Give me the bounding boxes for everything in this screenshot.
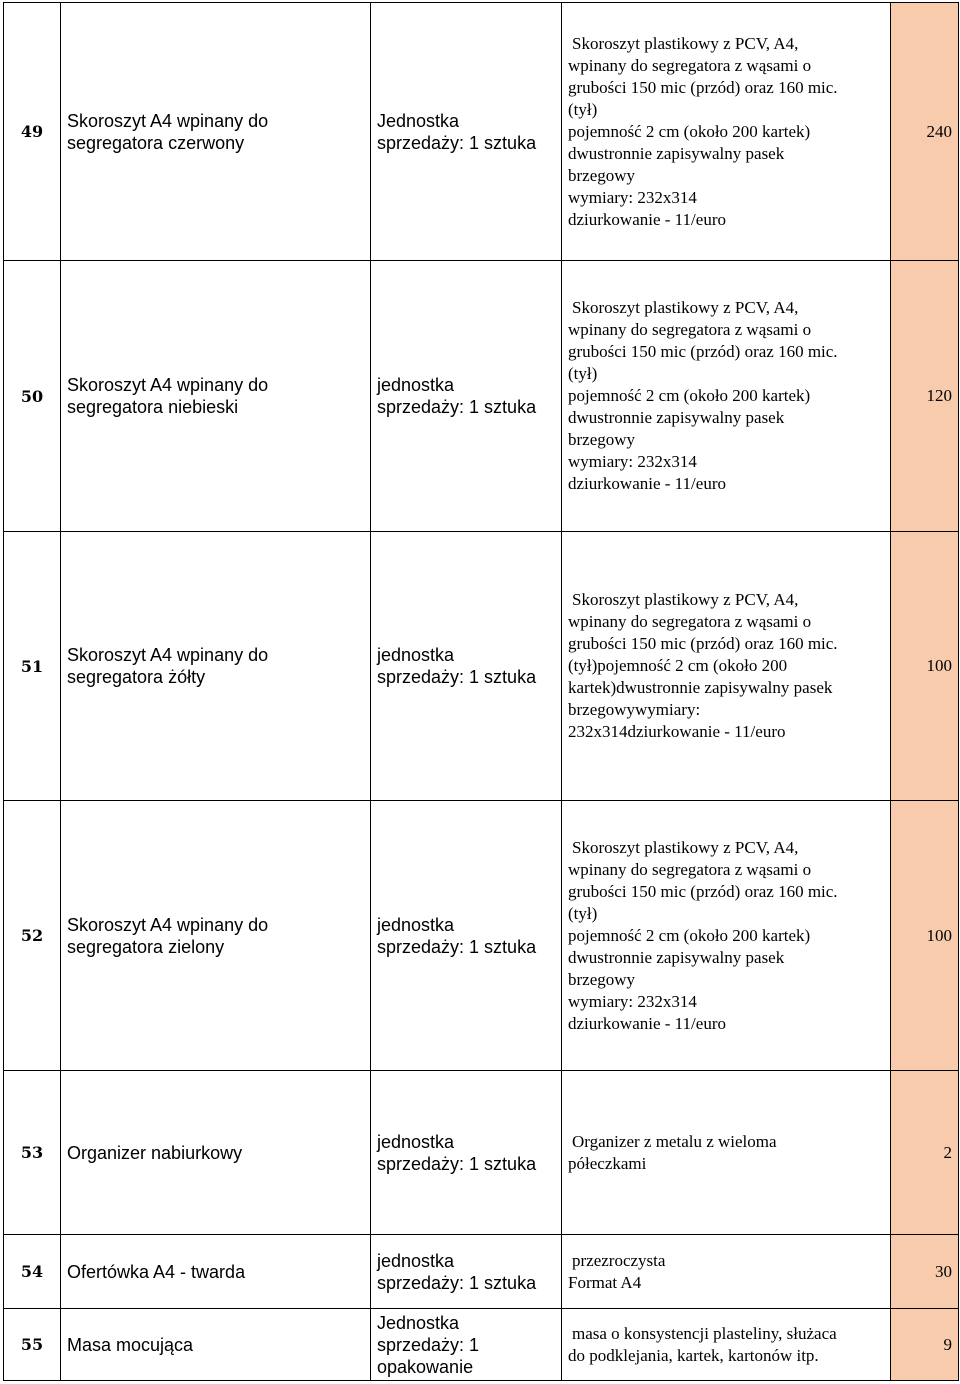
item-quantity: 9 <box>891 1309 959 1381</box>
item-description-line: pojemność 2 cm (około 200 kartek) <box>568 121 811 141</box>
item-description-line: wymiary: 232x314 <box>568 452 697 471</box>
item-number: 52 <box>4 801 61 1071</box>
item-name-line: segregatora niebieski <box>67 397 239 417</box>
item-description-line: masa o konsystencji plasteliny, służaca <box>572 1323 837 1343</box>
item-number: 54 <box>4 1235 61 1309</box>
item-description <box>562 532 891 801</box>
item-sales-unit-line: sprzedaży: 1 sztuka <box>377 936 537 957</box>
table-row <box>4 1309 959 1381</box>
item-sales-unit-line: opakowanie <box>377 1356 474 1377</box>
item-description-line: grubości 150 mic (przód) oraz 160 mic. <box>568 634 838 653</box>
item-name <box>61 1309 371 1381</box>
item-sales-unit <box>371 1235 562 1309</box>
products-table <box>3 2 959 1381</box>
item-description-line: dziurkowanie - 11/euro <box>568 474 726 493</box>
item-sales-unit-line: Jednostka <box>377 110 460 131</box>
item-description <box>562 1235 891 1309</box>
item-name <box>61 3 371 261</box>
item-description-line: pojemność 2 cm (około 200 kartek) <box>568 925 811 945</box>
item-description <box>562 1309 891 1381</box>
item-description-line: wpinany do segregatora z wąsami o <box>568 612 812 631</box>
item-description-line: brzegowy <box>568 165 636 185</box>
item-sales-unit-line: sprzedaży: 1 sztuka <box>377 397 537 417</box>
item-name-line: segregatora żółty <box>67 667 206 687</box>
item-name-line: Ofertówka A4 - twarda <box>67 1261 246 1282</box>
item-name <box>61 801 371 1071</box>
item-description-line: Organizer z metalu z wieloma <box>572 1131 777 1151</box>
item-description-line: kartek)dwustronnie zapisywalny pasek <box>568 678 833 697</box>
item-name-line: segregatora zielony <box>67 936 225 957</box>
item-description-line: grubości 150 mic (przód) oraz 160 mic. <box>568 881 838 901</box>
item-description-line: grubości 150 mic (przód) oraz 160 mic. <box>568 342 838 361</box>
table-row <box>4 3 959 261</box>
item-name-line: Masa mocująca <box>67 1334 194 1355</box>
item-sales-unit-line: sprzedaży: 1 sztuka <box>377 132 537 153</box>
item-sales-unit <box>371 801 562 1071</box>
item-sales-unit <box>371 261 562 532</box>
item-description-line: wpinany do segregatora z wąsami o <box>568 55 812 75</box>
item-description-line: wymiary: 232x314 <box>568 991 697 1011</box>
item-description-line: 232x314dziurkowanie - 11/euro <box>568 722 786 741</box>
item-name-line: Skoroszyt A4 wpinany do <box>67 110 269 131</box>
item-description-line: przezroczysta <box>572 1250 666 1270</box>
item-description-line: (tył)pojemność 2 cm (około 200 <box>568 656 788 675</box>
item-description-line: (tył) <box>568 903 598 923</box>
item-name-line: Organizer nabiurkowy <box>67 1142 243 1163</box>
item-number: 49 <box>4 3 61 261</box>
item-quantity: 120 <box>891 261 959 532</box>
item-number: 51 <box>4 532 61 801</box>
item-sales-unit-line: jednostka <box>377 645 455 665</box>
item-quantity: 2 <box>891 1071 959 1235</box>
item-quantity: 100 <box>891 801 959 1071</box>
item-sales-unit <box>371 3 562 261</box>
item-description-line: do podklejania, kartek, kartonów itp. <box>568 1345 819 1365</box>
item-sales-unit-line: Jednostka <box>377 1312 460 1333</box>
item-name-line: segregatora czerwony <box>67 132 245 153</box>
item-sales-unit-line: jednostka <box>377 1250 455 1271</box>
item-description-line: brzegowy <box>568 430 636 449</box>
item-description-line: pojemność 2 cm (około 200 kartek) <box>568 386 811 405</box>
table-row <box>4 261 959 532</box>
item-description-line: dziurkowanie - 11/euro <box>568 1013 726 1033</box>
item-name-line: Skoroszyt A4 wpinany do <box>67 914 269 935</box>
item-name-line: Skoroszyt A4 wpinany do <box>67 375 269 395</box>
item-description-line: Skoroszyt plastikowy z PCV, A4, <box>572 837 799 857</box>
item-sales-unit-line: sprzedaży: 1 <box>377 1334 480 1355</box>
item-description-line: wpinany do segregatora z wąsami o <box>568 320 812 339</box>
item-name <box>61 1071 371 1235</box>
item-sales-unit <box>371 1309 562 1381</box>
item-description-line: grubości 150 mic (przód) oraz 160 mic. <box>568 77 838 97</box>
item-description-line: wpinany do segregatora z wąsami o <box>568 859 812 879</box>
item-quantity: 240 <box>891 3 959 261</box>
products-table-body <box>4 3 959 1381</box>
item-description <box>562 3 891 261</box>
item-description-line: dwustronnie zapisywalny pasek <box>568 947 785 967</box>
table-row <box>4 1235 959 1309</box>
item-description-line: (tył) <box>568 99 598 119</box>
table-row <box>4 532 959 801</box>
item-sales-unit <box>371 1071 562 1235</box>
item-sales-unit-line: jednostka <box>377 1131 455 1152</box>
item-quantity: 30 <box>891 1235 959 1309</box>
item-number: 55 <box>4 1309 61 1381</box>
item-description-line: Skoroszyt plastikowy z PCV, A4, <box>572 590 799 609</box>
item-description-line: Skoroszyt plastikowy z PCV, A4, <box>572 33 799 53</box>
item-description <box>562 1071 891 1235</box>
table-row <box>4 1071 959 1235</box>
item-name <box>61 1235 371 1309</box>
item-name <box>61 261 371 532</box>
item-description-line: półeczkami <box>568 1153 647 1173</box>
item-number: 53 <box>4 1071 61 1235</box>
item-description <box>562 261 891 532</box>
item-description-line: dwustronnie zapisywalny pasek <box>568 143 785 163</box>
item-sales-unit-line: sprzedaży: 1 sztuka <box>377 667 537 687</box>
item-description <box>562 801 891 1071</box>
item-sales-unit-line: sprzedaży: 1 sztuka <box>377 1153 537 1174</box>
item-description-line: dziurkowanie - 11/euro <box>568 209 726 229</box>
item-quantity: 100 <box>891 532 959 801</box>
item-name <box>61 532 371 801</box>
item-description-line: dwustronnie zapisywalny pasek <box>568 408 785 427</box>
item-sales-unit-line: jednostka <box>377 914 455 935</box>
item-sales-unit-line: sprzedaży: 1 sztuka <box>377 1272 537 1293</box>
item-description-line: (tył) <box>568 364 598 383</box>
item-sales-unit-line: jednostka <box>377 375 455 395</box>
item-description-line: Format A4 <box>568 1272 642 1292</box>
item-description-line: Skoroszyt plastikowy z PCV, A4, <box>572 298 799 317</box>
item-description-line: wymiary: 232x314 <box>568 187 697 207</box>
table-row <box>4 801 959 1071</box>
item-name-line: Skoroszyt A4 wpinany do <box>67 645 269 665</box>
item-sales-unit <box>371 532 562 801</box>
item-number: 50 <box>4 261 61 532</box>
item-description-line: brzegowywymiary: <box>568 700 701 719</box>
item-description-line: brzegowy <box>568 969 636 989</box>
